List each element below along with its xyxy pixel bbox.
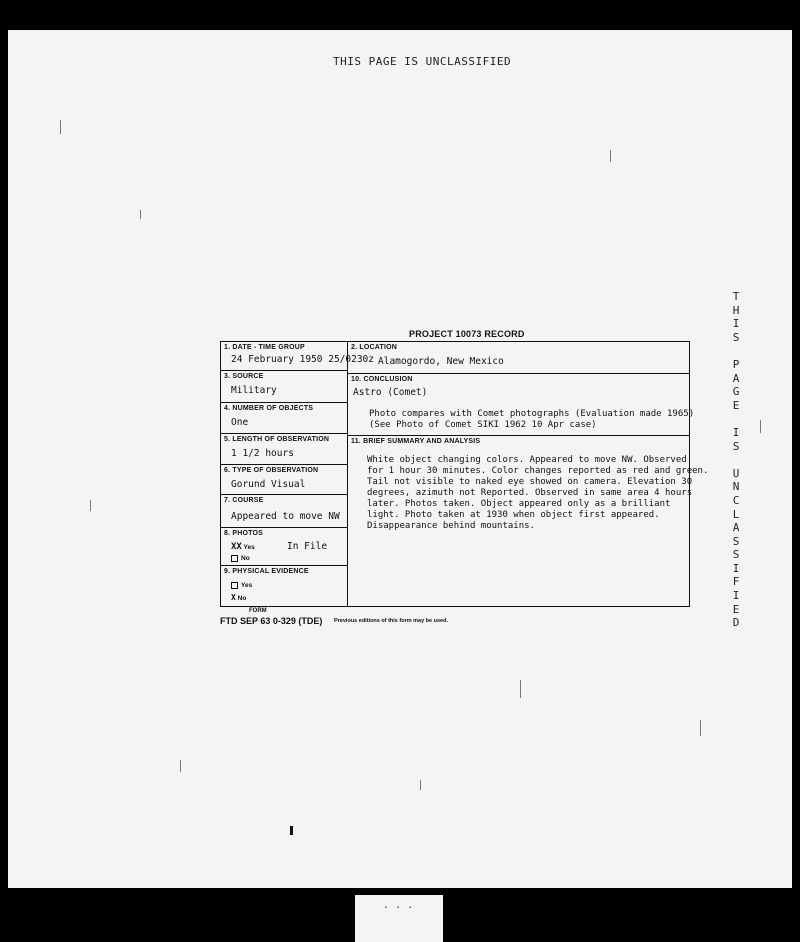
summary-line: light. Photo taken at 1930 when object first appeared.	[367, 510, 660, 520]
field-label: 2. LOCATION	[351, 344, 398, 351]
summary-line: Tail not visible to naked eye showed on camera. Elevation 30	[367, 477, 693, 487]
photos-yes-option: XX Yes	[231, 542, 255, 552]
field-value: Military	[231, 385, 277, 396]
speck	[90, 500, 91, 511]
field-course	[221, 495, 347, 528]
field-label: 9. PHYSICAL EVIDENCE	[224, 568, 309, 575]
field-physical-evidence	[221, 566, 347, 606]
field-length-of-observation	[221, 434, 347, 465]
summary-line: later. Photos taken. Object appeared only as a brilliant	[367, 499, 671, 509]
speck	[60, 120, 61, 134]
field-brief-summary	[348, 436, 709, 606]
speck	[140, 210, 141, 219]
field-label: 8. PHOTOS	[224, 530, 264, 537]
form-right-column	[348, 342, 709, 606]
speck	[700, 720, 701, 736]
form-title: PROJECT 10073 RECORD	[409, 329, 525, 339]
field-value: Alamogordo, New Mexico	[378, 356, 504, 367]
field-label: 10. CONCLUSION	[351, 376, 413, 383]
evidence-yes-option: Yes	[231, 582, 252, 589]
conclusion-note-line: (See Photo of Comet SIKI 1962 10 Apr case)	[369, 420, 597, 430]
form-edition-note: Previous editions of this form may be used.	[334, 618, 448, 624]
checkbox-empty-icon	[231, 582, 238, 589]
field-label: 6. TYPE OF OBSERVATION	[224, 467, 319, 474]
speck	[760, 420, 761, 433]
speck	[520, 680, 521, 698]
checkbox-empty-icon	[231, 555, 238, 562]
field-value: 24 February 1950 25/0230z	[231, 354, 374, 365]
photos-note: In File	[287, 541, 328, 552]
record-form	[220, 341, 709, 607]
photos-no-option: No	[231, 555, 250, 562]
field-label: 1. DATE - TIME GROUP	[224, 344, 305, 351]
field-value: Astro (Comet)	[353, 387, 428, 398]
form-label: FORM	[249, 608, 267, 614]
field-value: Appeared to move NW	[231, 511, 340, 522]
evidence-no-option: X No	[231, 593, 247, 602]
field-value: 1 1/2 hours	[231, 448, 294, 459]
field-conclusion	[348, 374, 695, 436]
speck	[610, 150, 611, 162]
field-value: Gorund Visual	[231, 479, 306, 490]
field-location	[348, 342, 689, 374]
summary-line: Disappearance behind mountains.	[367, 521, 535, 531]
summary-line: White object changing colors. Appeared to move NW. Observed	[367, 455, 687, 465]
form-code: FTD SEP 63 0-329 (TDE)	[220, 616, 323, 626]
bottom-tab-mark: . . .	[383, 900, 414, 911]
speck	[180, 760, 181, 772]
field-label: 5. LENGTH OF OBSERVATION	[224, 436, 330, 443]
summary-line: for 1 hour 30 minutes. Color changes reported as red and green.	[367, 466, 709, 476]
speck	[420, 780, 421, 790]
field-number-of-objects	[221, 403, 347, 434]
speck	[290, 826, 293, 835]
form-left-column	[221, 342, 374, 606]
header-unclassified-stamp: THIS PAGE IS UNCLASSIFIED	[333, 55, 512, 68]
field-value: One	[231, 417, 249, 428]
side-unclassified-stamp: T H I S P A G E I S U N C L A S S I F I E D	[732, 290, 740, 630]
conclusion-note-line: Photo compares with Comet photographs (Evaluation made 1965)	[369, 409, 695, 419]
field-source	[221, 371, 347, 403]
field-label: 7. COURSE	[224, 497, 264, 504]
field-label: 4. NUMBER OF OBJECTS	[224, 405, 314, 412]
summary-line: degrees, azimuth not Reported. Observed in same area 4 hours	[367, 488, 693, 498]
field-type-of-observation	[221, 465, 347, 495]
field-date-time-group	[221, 342, 374, 371]
field-photos	[221, 528, 347, 566]
field-label: 11. BRIEF SUMMARY AND ANALYSIS	[351, 438, 481, 445]
field-label: 3. SOURCE	[224, 373, 264, 380]
